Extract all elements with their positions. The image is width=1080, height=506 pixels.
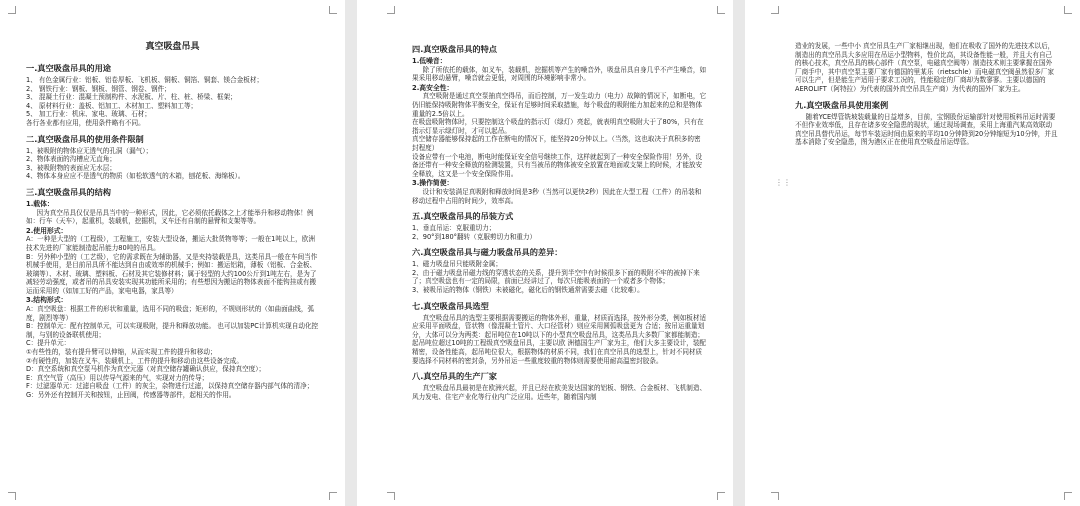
section-comparison	[412, 247, 707, 294]
list-item: 2、 钢铁行业：钢板、钢板、钢管、钢卷、钢件；	[26, 84, 171, 93]
list-item: 1、磁力吸盘吊只能吸附金属；	[412, 260, 502, 269]
paragraph: C：提升单元：	[26, 339, 71, 348]
list-item: 1、 有色金属行业：铝板、铝卷厚板、飞机板、铜板、铜箔、铜套、镁合金板材；	[26, 76, 264, 84]
paragraph: E：真空气管（高压）用以传导气源来的气，实现对力的传导；	[26, 373, 209, 382]
list-item: 1、被吸附的物体应无透气的孔洞（漏气）；	[26, 146, 153, 155]
paragraph: 在吸盘吸附物体时，只要控制这个吸盘的指示灯（绿灯）亮起，就表明真空吸附大于了80%，只有在指示灯显示绿灯时，才可以起吊。	[412, 118, 704, 135]
list-item: 2、90°到180°翻转（克服剪切力和重力）	[412, 232, 537, 241]
paragraph: A：一种是大型的（工程级），工程施工，安装大型设备，搬运大批货物等等；一般在1吨以上，欧洲技术先进的厂家能制造起吊能力80吨的吊具。	[26, 235, 315, 252]
crop-mark	[387, 6, 395, 14]
list-item: 4、 原材料行业：盖板、铝加工、木材加工、塑料加工等；	[26, 101, 198, 110]
section-structure	[26, 187, 319, 400]
paragraph: 除了所依托的载体，如叉车，装载机，挖掘机等产生的噪音外，吸盘吊具自身几乎不产生噪音，如果采用移动悬臂，噪音就会更低，对周围的环境影响非常小。	[412, 65, 707, 83]
document-page-1	[0, 0, 345, 506]
subsection-heading: 3.结构形式：	[26, 296, 68, 305]
paragraph: 真空储存器能够保持起的工作在断电的情况下，能坚持20分钟以上。（当然，这也取决于真积多的密封程度）	[412, 135, 701, 152]
section-heading: 三.真空吸盘吊具的结构	[26, 186, 111, 197]
paragraph: ①有些性的，装有提升臂可以伸缩，从而实现工件的提升和移动；	[26, 348, 217, 357]
list-item: 1、垂直吊运：克服重切力；	[412, 224, 496, 233]
document-page-3	[745, 0, 1080, 506]
paragraph: B：另外种小型的（工艺级），它的需求既在为辅助器，又是夹持装载是具，这类吊具一般在车间当作机械手使用，是目前吊具所不能达到自由或效率的机械手；例如：搬运铝箱，薄板（铝板、合金板、玻璃等）、木材、玻璃、塑料板、石材及其它装修材料；属于轻型的大约100公斤到1吨左右，是为了减轻劳动强度，或者吊的吊具安装实现其功能所采用的；有些想因为搬运的物体表面不能钩挂或有搬运而采用的（如加工好的产品，家电电器，家具等）	[26, 252, 318, 295]
crop-mark	[329, 6, 337, 14]
crop-mark	[771, 492, 779, 500]
section-heading: 七.真空吸盘吊具选型	[412, 300, 489, 311]
paragraph: D：真空系统和真空泵马机作为真空元器（对真空储存罐确认供应，保持真空度）；	[26, 365, 266, 374]
section-uses	[26, 63, 319, 128]
subsection-heading: 2.使用形式：	[26, 226, 68, 235]
paragraph: 真空吸盘吊具最初是在欧洲兴起，并且已经在欧美发达国家的铝板、钢铁、合金板材、飞机制造、风力发电、住宅产业化等行业内广泛应用。近些年，随着国内制	[412, 384, 707, 401]
paragraph: 设备应带有一个电池，断电时能保证安全信号继续工作，这样就起到了一种安全保险作用！另外，设备还带有一种安全释放的检测装置，只有当被吊的物体被安全放置在地面或支架上的时候，才能放安全释放，这又是一个安全保险作用。	[412, 152, 703, 178]
subsection-heading: 2.高安全性：	[412, 83, 454, 92]
drag-handle-icon[interactable]: ⋮⋮	[775, 178, 791, 187]
section-selection	[412, 301, 707, 366]
list-item: 4、物体本身应应不是透气的物质（如松软透气的木箱，刨花板、海绵板）。	[26, 172, 245, 181]
list-item: 3、被吸附物的表面应无水层；	[26, 163, 116, 172]
section-case	[795, 100, 1058, 147]
section-lifting-methods	[412, 211, 707, 241]
document-title: 真空吸盘吊具	[145, 42, 200, 52]
page-gap-left	[345, 0, 357, 506]
continued-paragraph	[795, 42, 1058, 94]
crop-mark	[8, 492, 16, 500]
section-manufacturers	[412, 371, 707, 401]
crop-mark	[8, 6, 16, 14]
document-page-2	[357, 0, 733, 506]
paragraph: 真空吸盘吊具的选型主要根据需要搬运的物体外形，重量，材质而选择，按外形分类，例如板材适应采用平面吸盘，管状物（像混凝土管片、大口径管材）则应采用圆弧吸盘更为 合适；按吊运重量划分，大体可以分为两类：起吊吨位在10吨以下的小型真空吸盘吊具，这类吊具大多数厂家都能制造；起吊吨位超过10吨的工程级真空吸盘吊具，主要以欧 洲德国生产厂家为主，他们大多主要设计，装配精密，设备性能高，起吊吨位很大，根据物体的材质不同，我们在真空吊具的选型上，针对不同材质要选择不同材料的密封条，另外吊运一些重度较重的物体则需要使用耐高温密封胶条。	[412, 313, 707, 365]
list-item: 2、由于磁力吸盘吊磁力线的穿透状态的关系，提升到半空中有时候很多下面的吸附不牢的被掉下来了；真空吸盘也有一定的局限，前面已经讲过了，每次只能吸表面的一个或者多个物体；	[412, 268, 700, 286]
paragraph: 各行各业都有应用，使用条件略有不同。	[26, 118, 145, 127]
list-item: 3、被吸吊运的物体（钢铁）未被磁化，磁化后的钢铁通常需要去磁（比较难）。	[412, 286, 644, 295]
crop-mark	[1064, 492, 1072, 500]
paragraph: B：控制单元：配有控制单元，可以实现吸附，提升和释放功能。 也可以加装PC计算机实现自动化控制，与别的设备联机使用；	[26, 322, 319, 339]
crop-mark	[771, 6, 779, 14]
crop-mark	[717, 492, 725, 500]
section-heading: 五.真空吸盘吊具的吊装方式	[412, 211, 514, 222]
crop-mark	[1064, 6, 1072, 14]
section-heading: 六.真空吸盘吊具与磁力吸盘吊具的差异：	[412, 247, 563, 258]
paragraph: 真空吸附是通过真空泵抽真空得吊，而后控制，万一发生动力（电力）故障的情况下，如断电，它仍旧能保持吸附物体平衡安全，保证有足够时间采取措施，每个吸盘的吸附能力加起来的总和是物体重量的2.5倍以上。	[412, 92, 707, 118]
paragraph: 造业的发展，一些中小 真空吊具生产厂家相继出现，他们在吸收了国外的先进技术以后，制造出的真空吊具大多应用在吊运小型物料，性价比高，其设备性能一般，并且大有自己的核心技术，真空吊具的核心部件（真空泵，电磁真空阀等）制造技术则主要掌握在国外厂商手中，其中真空泵主要厂家有德国的里某乐（rietschle）而电磁真空阀虽然很多厂家可以生产，但是能生产适用于要求工况的，性能稳定的厂商却为数寥寥。主要以德国的AEROLIFT（阿特拉）为代表的国外真空吊具生产商）为代表的国外厂家为主。	[795, 42, 1055, 93]
list-item: 2、物体表面的沟槽应无直角；	[26, 155, 116, 164]
section-heading: 二.真空吸盘吊具的使用条件限制	[26, 133, 144, 144]
section-heading: 八.真空吊具的生产厂家	[412, 371, 497, 382]
section-features	[412, 44, 707, 205]
crop-mark	[387, 492, 395, 500]
list-item: 3、 混凝土行业：混凝土预制构件、水泥板、片、柱、桩、桥梁、框架；	[26, 93, 237, 102]
page-gap-right	[733, 0, 745, 506]
section-heading: 九.真空吸盘吊具使用案例	[795, 99, 889, 110]
paragraph: A：真空吸盘：根据工件的形状和重量，选用不同的吸盘；矩形的，不规则形状的（如曲面曲线，弧度，剧烈等等）	[26, 305, 315, 322]
paragraph: 随着YCE焊管铣坡装载量的日益增多，目前，宝钢股份运输部针对使用板料吊运时需要不但作业效率低，且存在诸多安全隐患的现状，通过现场调查，采用上海重汽某高效联动真空吊具替代吊运，每节车装运时间由原来的平均10分钟降到20分钟缩短为10分钟，并且基本消除了安全隐患，图为港区正在使用真空吸盘吊运焊管。	[795, 112, 1058, 147]
paragraph: 设计和安装满足真吸附和释放时间是3秒（当然可以更快2秒）因此在大型工程（工件）的吊装和移动过程中占用的时间少，效率高。	[412, 187, 702, 205]
paragraph: ②有硬性的，加装在叉车，装载机上，工件的提升和移动由这些设备完成。	[26, 356, 243, 365]
paragraph: F：过滤器单元：过滤自吸盘（工件）的灰尘，杂物进行过滤，以保持真空储存器内部气体的清净；	[26, 382, 314, 391]
crop-mark	[717, 6, 725, 14]
crop-mark	[329, 492, 337, 500]
subsection-heading: 1.载体：	[26, 199, 54, 208]
paragraph: 因为真空吊具仅仅是吊具当中的一种形式，因此，它必须依托载体之上才能举升和移动物体！例如：行车（天车），起重机，装载机，挖掘机，叉车还有自制的悬臂和支架等等。	[26, 208, 314, 226]
paragraph: G：另外还有控制开关和按钮，止回阀，传感器等部件，起相关的作用。	[26, 391, 236, 399]
section-heading: 四.真空吸盘吊具的特点	[412, 44, 497, 54]
list-item: 5、 加工行业：机床、家电、玻璃、石材；	[26, 110, 151, 119]
subsection-heading: 1.低噪音：	[412, 57, 447, 65]
section-limits	[26, 134, 319, 181]
section-heading: 一.真空吸盘吊具的用途	[26, 63, 111, 73]
subsection-heading: 3.操作简便：	[412, 179, 454, 188]
